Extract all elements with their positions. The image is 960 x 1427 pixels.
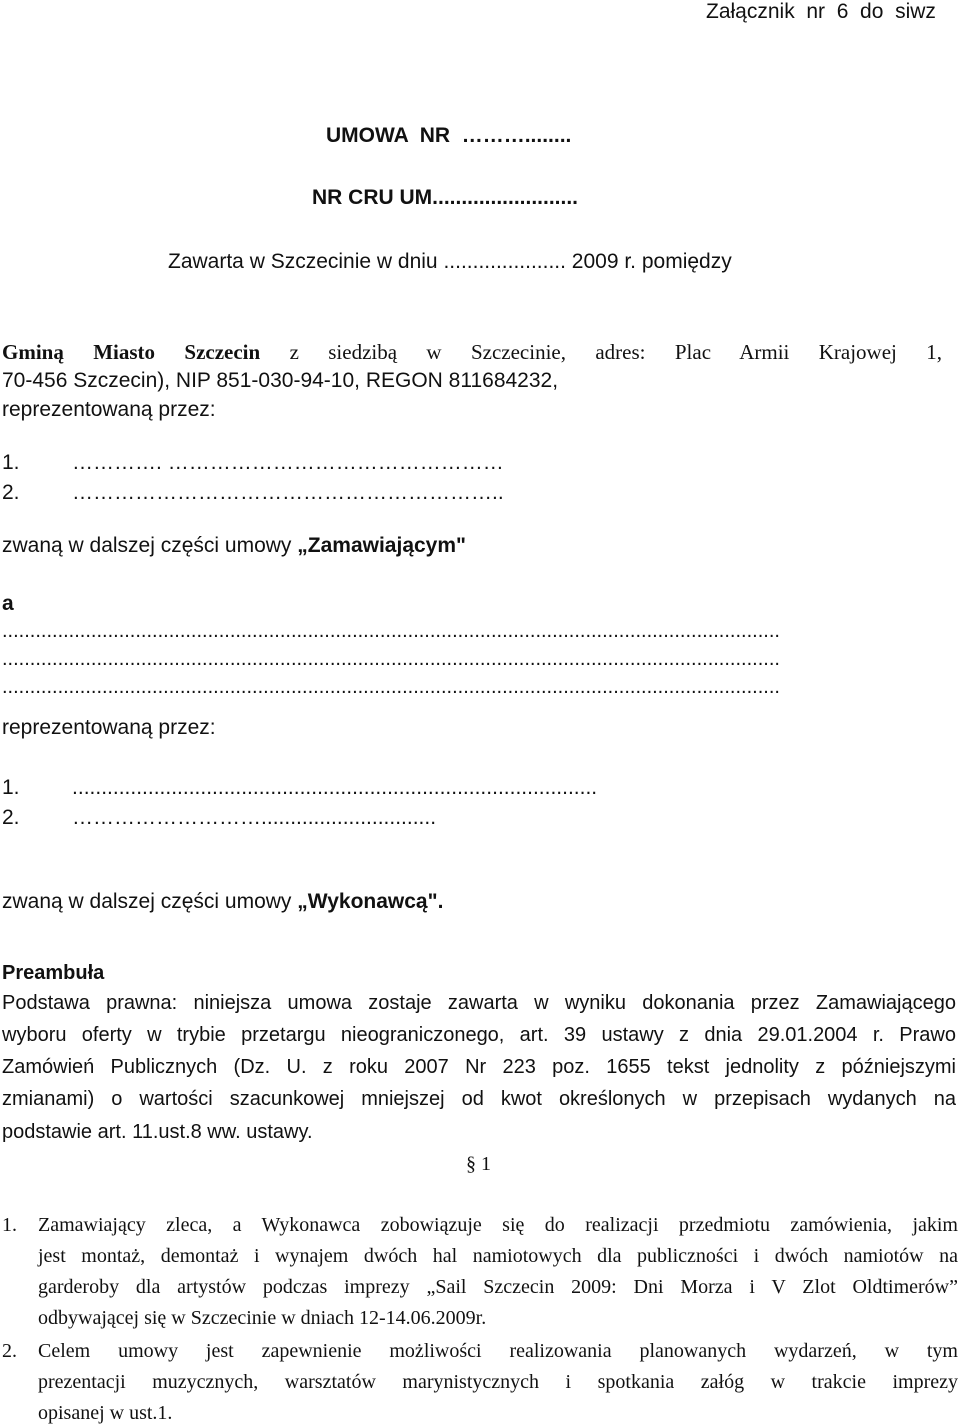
preamble-heading: Preambuła: [2, 962, 105, 984]
party1-rep-1: 1. …………. …………………………………………: [2, 451, 510, 474]
party1-name: Gminą Miasto Szczecin: [2, 340, 261, 364]
point-1-line-2: jest montaż, demontaż i wynajem dwóch hal namiotowych dla publiczności i dwóch namiotów na: [38, 1245, 958, 1267]
section-heading: § 1: [466, 1153, 491, 1175]
point-1-line-4: odbywającej się w Szczecinie w dniach 12-14.06.2009r.: [38, 1307, 487, 1329]
party1-line2: 70-456 Szczecin), NIP 851-030-94-10, REGON 811684232,: [2, 369, 559, 392]
point-2-line-2: prezentacji muzycznych, warsztatów marynistycznych i spotkania załóg w trakcie imprezy: [38, 1371, 958, 1393]
point-1-line-1: Zamawiający zleca, a Wykonawca zobowiązuje się do realizacji przedmiotu zamówienia, jakim: [38, 1214, 958, 1236]
preamble-line-2: wyboru oferty w trybie przetargu nieograniczonego, art. 39 ustawy z dnia 29.01.2004 r. Prawo: [2, 1024, 956, 1046]
party2-rep-1: 1. ..........................................................................................: [2, 776, 598, 799]
party2-called-name: „Wykonawcą".: [297, 890, 444, 913]
party2-rep-2: 2. ………………………..............................: [2, 806, 437, 829]
preamble-line-4: zmianami) o wartości szacunkowej mniejszej od kwot określonych w przepisach wydanych na: [2, 1088, 956, 1110]
party1-called-name: „Zamawiającym": [297, 534, 466, 557]
party1-rep-2: 2. ……………………………………………………..: [2, 481, 504, 504]
party2-blank-line-3: ............................................................................................................................................: [2, 676, 780, 698]
point-1-number: 1.: [2, 1214, 17, 1236]
party1-called: [2, 534, 466, 558]
party2-called-prefix: zwaną w dalszej części umowy: [2, 890, 298, 913]
party1-line1: [2, 340, 942, 365]
party1-line3: reprezentowaną przez:: [2, 398, 216, 421]
party2-called: [2, 890, 443, 914]
attachment-note: Załącznik nr 6 do siwz: [706, 0, 936, 23]
preamble-line-3: Zamówień Publicznych (Dz. U. z roku 2007 Nr 223 poz. 1655 tekst jednolity z późniejszymi: [2, 1056, 956, 1078]
party2-blank-line-1: ............................................................................................................................................: [2, 620, 780, 642]
party1-address: z siedzibą w Szczecinie, adres: Plac Armii Krajowej 1,: [260, 340, 942, 364]
point-2-line-3: opisanej w ust.1.: [38, 1402, 173, 1424]
party2-represented: reprezentowaną przez:: [2, 716, 216, 739]
point-1-line-3: garderoby dla artystów podczas imprezy „Sail Szczecin 2009: Dni Morza i V Zlot Oldtimerów”: [38, 1276, 958, 1298]
preamble-line-5: podstawie art. 11.ust.8 ww. ustawy.: [2, 1121, 313, 1143]
contract-number-title: UMOWA NR ………........: [326, 124, 572, 147]
cru-number-title: NR CRU UM.........................: [312, 186, 579, 209]
point-2-line-1: Celem umowy jest zapewnienie możliwości realizowania planowanych wydarzeń, w tym: [38, 1340, 958, 1362]
concluded-line: Zawarta w Szczecinie w dniu ..................... 2009 r. pomiędzy: [168, 250, 732, 273]
point-2-number: 2.: [2, 1340, 17, 1362]
party2-blank-line-2: ............................................................................................................................................: [2, 648, 780, 670]
preamble-line-1: Podstawa prawna: niniejsza umowa zostaje zawarta w wyniku dokonania przez Zamawiającego: [2, 992, 956, 1014]
party1-called-prefix: zwaną w dalszej części umowy: [2, 534, 298, 557]
party2-a-label: a: [2, 592, 14, 615]
